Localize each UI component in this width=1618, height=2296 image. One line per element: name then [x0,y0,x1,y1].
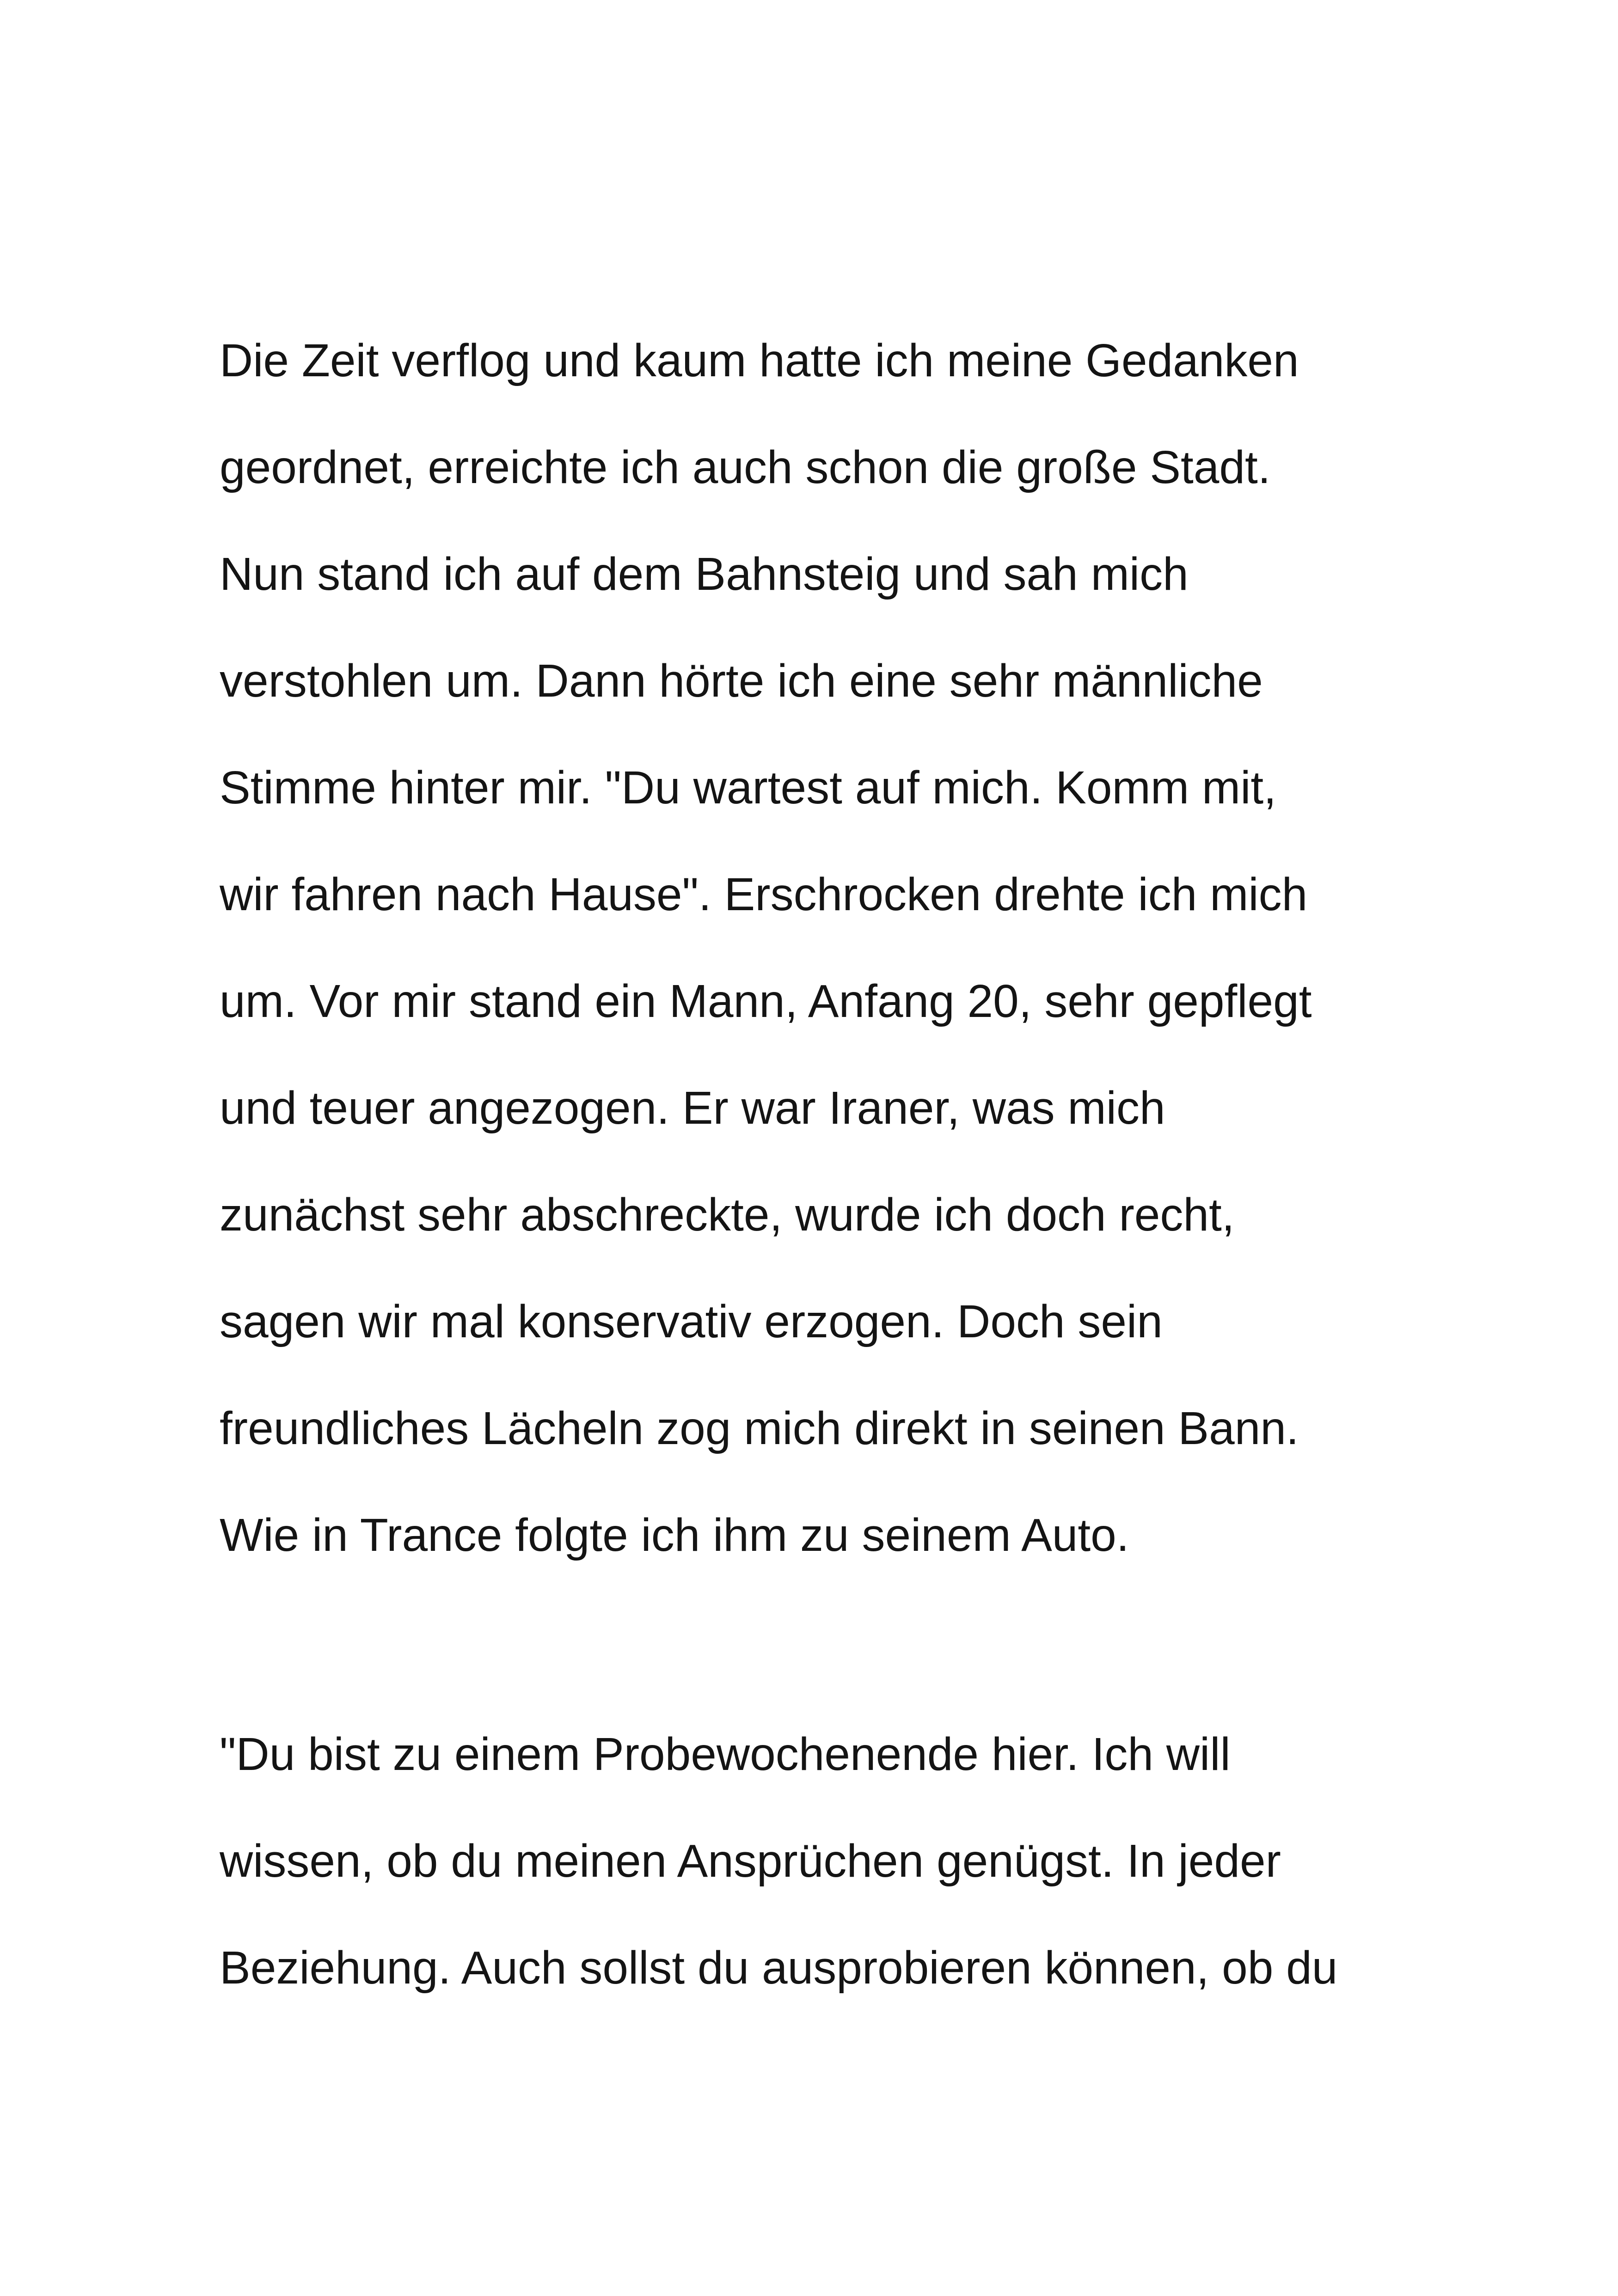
text-line: Die Zeit verflog und kaum hatte ich meine Gedanken [220,335,1299,386]
text-line: wir fahren nach Hause". Erschrocken drehte ich mich [220,869,1308,920]
text-line: Beziehung. Auch sollst du ausprobieren können, ob du [220,1942,1338,1994]
text-line: verstohlen um. Dann hörte ich eine sehr männliche [220,655,1263,707]
text-line: und teuer angezogen. Er war Iraner, was mich [220,1082,1165,1134]
paragraph [220,1717,1514,2038]
text-line: freundliches Lächeln zog mich direkt in seinen Bann. [220,1402,1299,1454]
text-line: um. Vor mir stand ein Mann, Anfang 20, sehr gepflegt [220,975,1312,1027]
text-line: Wie in Trance folgte ich ihm zu seinem Auto. [220,1509,1129,1561]
text-line: geordnet, erreichte ich auch schon die große Stadt. [220,441,1271,493]
paragraph [220,324,1514,1605]
text-line: Stimme hinter mir. "Du wartest auf mich. Komm mit, [220,762,1276,814]
text-line: sagen wir mal konservativ erzogen. Doch sein [220,1296,1163,1347]
text-line: "Du bist zu einem Probewochenende hier. Ich will [220,1728,1231,1780]
text-line: wissen, ob du meinen Ansprüchen genügst. In jeder [220,1835,1281,1887]
text-line: Nun stand ich auf dem Bahnsteig und sah mich [220,548,1189,600]
text-line: zunächst sehr abschreckte, wurde ich doch recht, [220,1189,1235,1241]
